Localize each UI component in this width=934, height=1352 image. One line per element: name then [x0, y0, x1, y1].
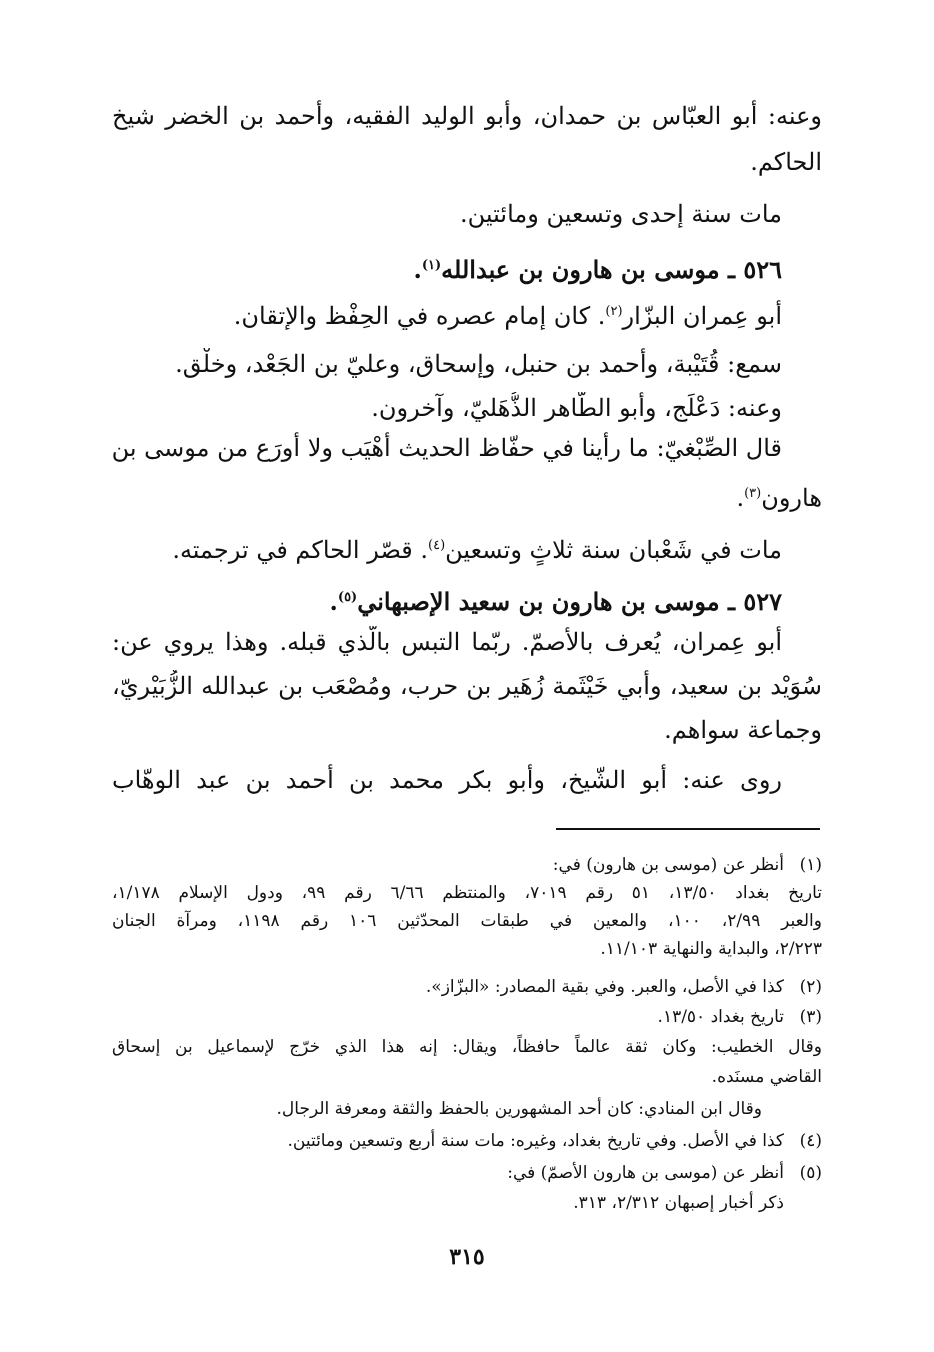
entry-heading-526 [112, 250, 822, 286]
footnote-divider [556, 828, 820, 830]
footnote-line: وقال ابن المنادي: كان أحد المشهورين بالحفظ والثقة ومعرفة الرجال. [276, 1099, 762, 1119]
entry-heading-527 [112, 582, 822, 618]
body-line: وعنه: أبو العبّاس بن حمدان، وأبو الوليد الفقيه، وأحمد بن الخضر شيخ [112, 102, 822, 130]
footnote-5 [112, 1160, 822, 1188]
footnote-line: ٢/٢٢٣، والبداية والنهاية ١١/١٠٣. [600, 939, 822, 959]
text: . كان إمام عصره في الحِفْظ والإتقان. [233, 302, 606, 330]
footnote-line: وقال الخطيب: وكان ثقة عالماً حافظاً، ويقال: إنه هذا الذي خرّج لإسماعيل بن إسحاق [112, 1037, 822, 1057]
punct: . [736, 484, 745, 512]
text: مات في شَعْبان سنة ثلاثٍ وتسعين [445, 536, 782, 564]
body-line: روى عنه: أبو الشّيخ، وأبو بكر محمد بن أحمد بن عبد الوهّاب [112, 766, 782, 794]
body-line: أبو عِمران، يُعرف بالأصمّ. ربّما التبس بالّذي قبله. وهذا يروي عن: [112, 628, 782, 656]
footnote-ref: (٥) [337, 590, 358, 605]
text: هارون [761, 484, 822, 512]
footnote-line: تاريخ بغداد ١٣/٥٠، ٥١ رقم ٧٠١٩، والمنتظم ٦/٦٦ رقم ٩٩، ودول الإسلام ١/١٧٨، [112, 883, 822, 903]
footnote-number: (٣) [799, 1007, 822, 1027]
footnote-line: القاضي مسنَده. [711, 1067, 822, 1087]
footnote-ref: (٣) [744, 486, 762, 501]
page-number: ٣١٥ [449, 1244, 485, 1270]
footnote-number: (٢) [799, 977, 822, 997]
footnote-line: والعبر ٢/٩٩، ١٠٠، والمعين في طبقات المحدّثين ١٠٦ رقم ١١٩٨، ومرآة الجنان [112, 911, 822, 931]
body-line: سمع: قُتَيْبة، وأحمد بن حنبل، وإسحاق، وعليّ بن الجَعْد، وخلْق. [175, 350, 782, 378]
body-line: قال الصِّبْغيّ: ما رأينا في حفّاظ الحديث أهْيَب ولا أورَع من موسى بن [112, 434, 782, 462]
footnote-text: تاريخ بغداد ١٣/٥٠. [657, 1007, 784, 1027]
body-line: وجماعة سواهم. [664, 716, 822, 744]
footnote-ref: (٢) [605, 304, 623, 319]
body-line: مات سنة إحدى وتسعين ومائتين. [460, 200, 782, 228]
body-line: الحاكم. [750, 148, 822, 176]
entry-title: ٥٢٦ ـ موسى بن هارون بن عبدالله [441, 255, 782, 284]
body-line [112, 478, 822, 514]
footnote-number: (١) [799, 855, 822, 875]
footnote-number: (٤) [799, 1131, 822, 1151]
text: . قصّر الحاكم في ترجمته. [172, 536, 429, 564]
footnote-4 [112, 1128, 822, 1156]
footnote-text: أنظر عن (موسى بن هارون الأصمّ) في: [507, 1163, 784, 1183]
footnote-2 [112, 974, 822, 1002]
body-line: وعنه: دَعْلَج، وأبو الطّاهر الذُّهَليّ، وآخرون. [371, 394, 782, 422]
footnote-ref: (٤) [428, 538, 446, 553]
body-line: سُوَيْد بن سعيد، وأبي خَيْثَمة زُهَير بن حرب، ومُصْعَب بن عبدالله الزُّبَيْريّ، [112, 672, 822, 700]
footnote-number: (٥) [799, 1163, 822, 1183]
footnote-text: كذا في الأصل. وفي تاريخ بغداد، وغيره: مات سنة أربع وتسعين ومائتين. [287, 1131, 784, 1151]
footnote-3 [112, 1004, 822, 1032]
entry-title: ٥٢٧ ـ موسى بن هارون بن سعيد الإصبهاني [357, 587, 782, 616]
footnote-ref: (١) [421, 258, 442, 273]
footnote-text: أنظر عن (موسى بن هارون) في: [552, 855, 784, 875]
body-line [112, 296, 822, 332]
footnote-1 [112, 852, 822, 880]
punct: . [413, 255, 422, 284]
footnote-line: ذكر أخبار إصبهان ٢/٣١٢، ٣١٣. [573, 1193, 784, 1213]
punct: . [329, 587, 338, 616]
body-line [112, 530, 822, 566]
footnote-text: كذا في الأصل، والعبر. وفي بقية المصادر: «البزّاز». [425, 977, 784, 997]
text: أبو عِمران البزّار [622, 302, 782, 330]
